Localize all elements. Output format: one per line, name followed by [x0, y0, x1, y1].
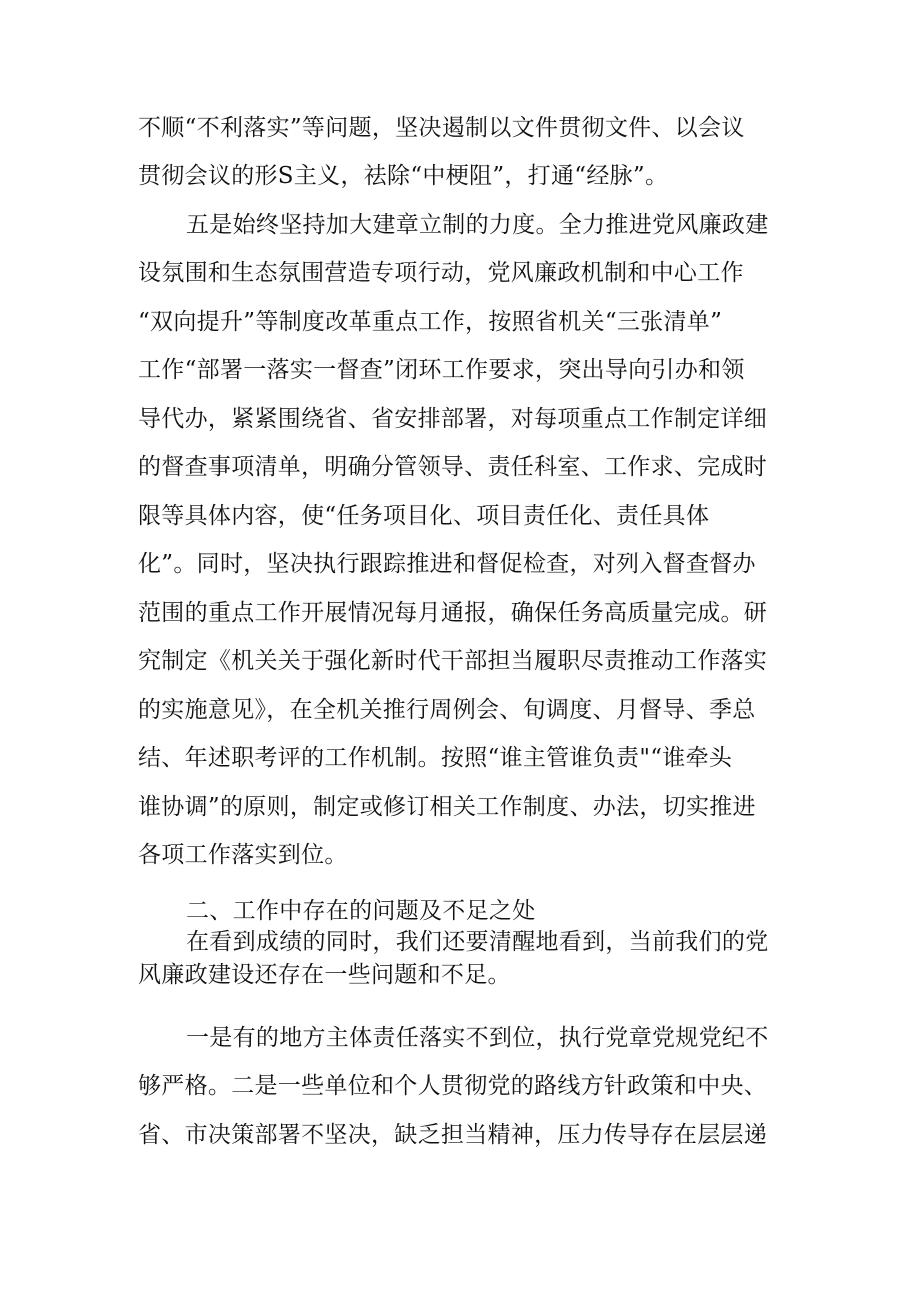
text-line: 贯彻会议的形S主义，祛除“中梗阻”，打通“经脉”。	[138, 163, 669, 189]
text-line: “双向提升”等制度改革重点工作，按照省机关“三张清单”	[138, 309, 723, 335]
text-line: 化”。同时，坚决执行跟踪推进和督促检查，对列入督查督办	[138, 551, 756, 577]
text-line: 谁协调”的原则，制定或修订相关工作制度、办法，切实推进	[138, 794, 756, 820]
section-heading: 二、工作中存在的问题及不足之处	[186, 898, 536, 924]
text-line: 究制定《机关关于强化新时代干部担当履职尽责推动工作落实	[138, 648, 768, 674]
text-line: 不顺“不利落实”等问题，坚决遏制以文件贯彻文件、以会议	[138, 115, 745, 141]
text-line: 设氛围和生态氛围营造专项行动，党风廉政机制和中心工作	[138, 260, 744, 286]
text-line: 够严格。二是一些单位和个人贯彻党的路线方针政策和中央、	[138, 1073, 768, 1099]
text-line: 范围的重点工作开展情况每月通报，确保任务高质量完成。研	[138, 600, 768, 626]
text-line: 结、年述职考评的工作机制。按照“谁主管谁负责"“谁牵头	[138, 745, 733, 771]
paragraph-start-line: 在看到成绩的同时，我们还要清醒地看到，当前我们的党	[186, 929, 769, 955]
text-line: 工作“部署一落实一督查”闭环工作要求，突出导向引办和领	[138, 357, 745, 383]
text-line: 限等具体内容，使“任务项目化、项目责任化、责任具体	[138, 503, 710, 529]
paragraph-start-line: 五是始终坚持加大建章立制的力度。全力推进党风廉政建	[186, 212, 769, 238]
text-line: 导代办，紧紧围绕省、省安排部署，对每项重点工作制定详细	[138, 406, 768, 432]
paragraph-start-line: 一是有的地方主体责任落实不到位，执行党章党规党纪不	[186, 1025, 769, 1051]
text-line: 省、市决策部署不坚决，缺乏担当精神，压力传导存在层层递	[138, 1122, 768, 1148]
text-line: 各项工作落实到位。	[138, 842, 348, 868]
text-line: 风廉政建设还存在一些问题和不足。	[138, 962, 511, 988]
text-line: 的实施意见》，在全机关推行周例会、旬调度、月督导、季总	[138, 697, 756, 723]
text-line: 的督查事项清单，明确分管领导、责任科室、工作求、完成时	[138, 454, 768, 480]
